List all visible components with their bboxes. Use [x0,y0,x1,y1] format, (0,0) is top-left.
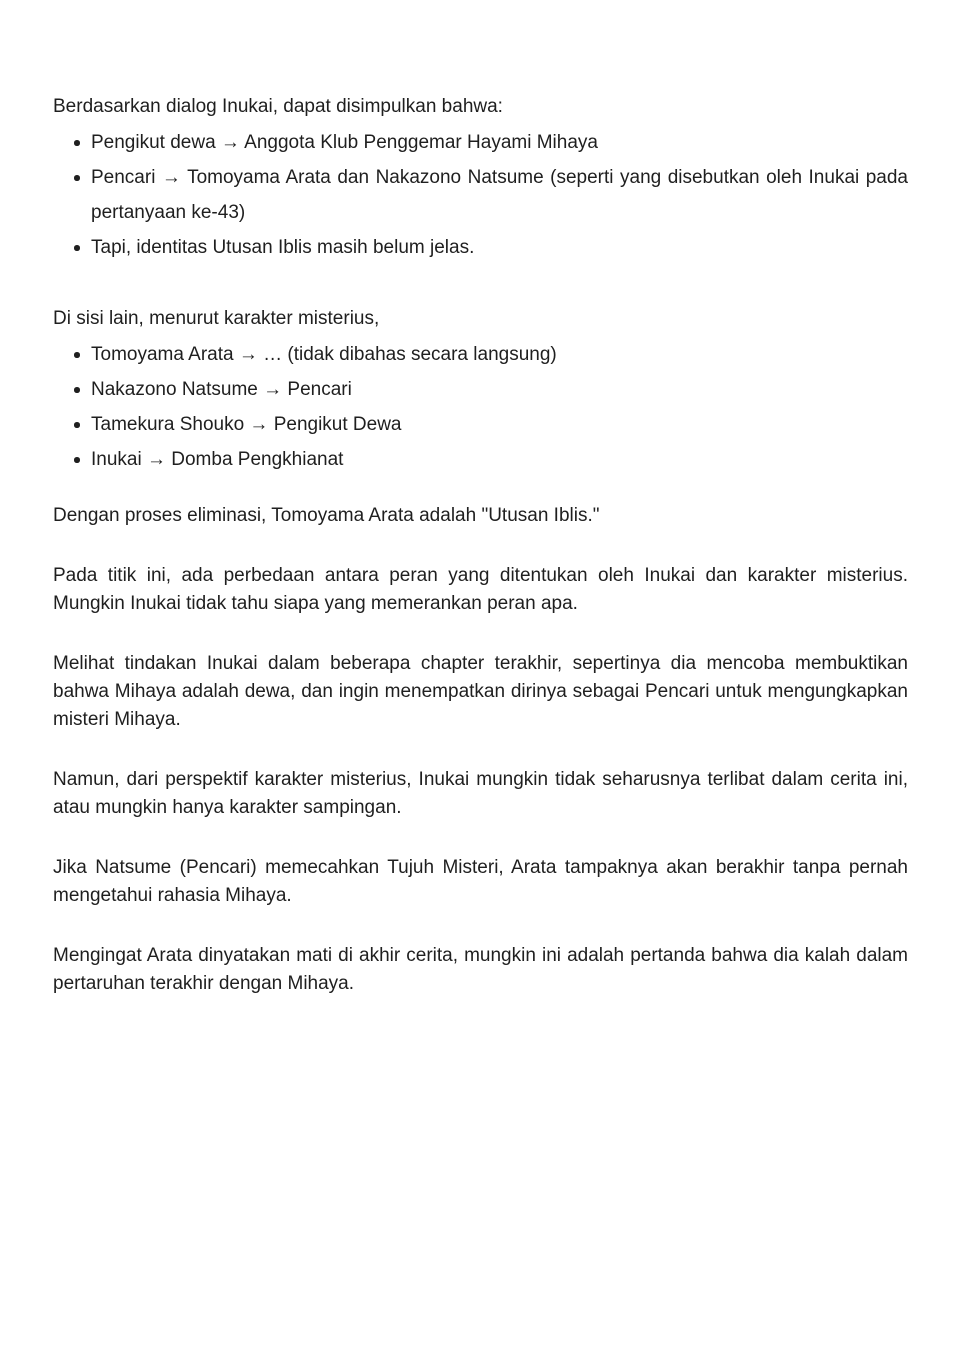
paragraph-perspektif-misterius: Namun, dari perspektif karakter misterius, Inukai mungkin tidak seharusnya terlibat dalam cerita ini, atau mungkin hanya karakter sampingan. [53,769,908,818]
paragraph-mysterious-intro: Di sisi lain, menurut karakter misterius, [53,308,380,329]
paragraph-inukai-intro: Berdasarkan dialog Inukai, dapat disimpulkan bahwa: [53,96,503,117]
inukai-roles-list [53,125,908,265]
list-item-pencari: Pencari → Tomoyama Arata dan Nakazono Natsume (seperti yang disebutkan oleh Inukai pada pertanyaan ke-43) [91,160,908,230]
list-item-inukai: Inukai → Domba Pengkhianat [91,442,908,477]
paragraph-tindakan-inukai: Melihat tindakan Inukai dalam beberapa chapter terakhir, sepertinya dia mencoba membuktikan bahwa Mihaya adalah dewa, dan ingin menempatkan dirinya sebagai Pencari untuk mengungkapkan misteri Mihaya. [53,653,908,730]
paragraph-perbedaan-peran: Pada titik ini, ada perbedaan antara peran yang ditentukan oleh Inukai dan karakter misterius. Mungkin Inukai tidak tahu siapa yang memerankan peran apa. [53,565,908,614]
paragraph-eliminasi: Dengan proses eliminasi, Tomoyama Arata adalah "Utusan Iblis." [53,505,600,526]
list-item-utusan-iblis-unclear: Tapi, identitas Utusan Iblis masih belum jelas. [91,230,908,265]
mysterious-roles-list [53,337,908,477]
list-item-tamekura-shouko: Tamekura Shouko → Pengikut Dewa [91,407,908,442]
list-item-nakazono-natsume: Nakazono Natsume → Pencari [91,372,908,407]
paragraph-jika-natsume: Jika Natsume (Pencari) memecahkan Tujuh Misteri, Arata tampaknya akan berakhir tanpa pernah mengetahui rahasia Mihaya. [53,857,908,906]
list-item-tomoyama-arata: Tomoyama Arata → … (tidak dibahas secara langsung) [91,337,908,372]
paragraph-arata-mati: Mengingat Arata dinyatakan mati di akhir cerita, mungkin ini adalah pertanda bahwa dia kalah dalam pertaruhan terakhir dengan Mihaya. [53,945,908,994]
list-item-pengikut-dewa: Pengikut dewa → Anggota Klub Penggemar Hayami Mihaya [91,125,908,160]
